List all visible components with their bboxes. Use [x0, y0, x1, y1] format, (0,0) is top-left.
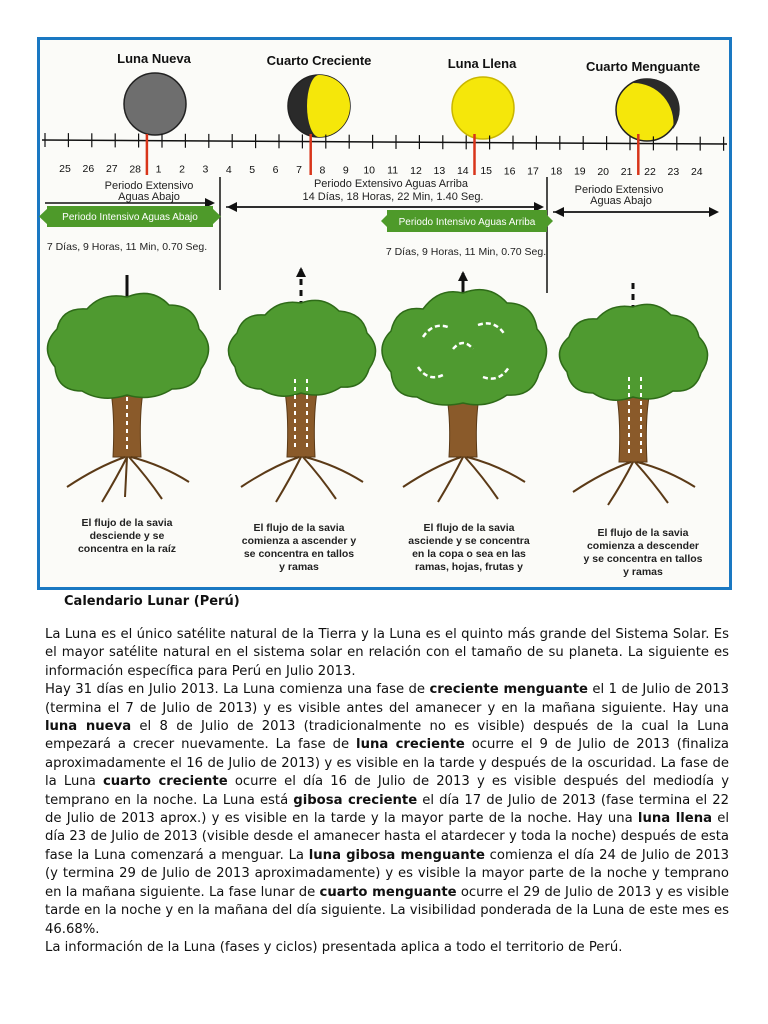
timeline-day-label: 22 — [644, 166, 656, 178]
timeline-day-label: 18 — [550, 165, 563, 178]
period-extensive-up-label: Periodo Extensivo Aguas Arriba — [313, 178, 469, 190]
phase-label-new-moon: Luna Nueva — [117, 51, 191, 66]
timeline-day-label: 19 — [573, 165, 586, 178]
tree-2-caption: El flujo de la savia — [253, 522, 345, 534]
timeline-day-label: 4 — [225, 163, 232, 176]
timeline-day-label: 27 — [105, 163, 118, 176]
period-extensive-down-label-2: Aguas Abajo — [590, 195, 652, 207]
figure-caption: Calendario Lunar (Perú) — [64, 594, 240, 609]
tree-1-caption: concentra en la raíz — [77, 543, 177, 555]
timeline-day-label: 20 — [597, 165, 610, 178]
tree-3-caption: asciende y se concentra — [408, 535, 530, 547]
tree-1-caption: desciende y se — [89, 530, 165, 542]
timeline-day-label: 16 — [503, 165, 516, 178]
article-body — [45, 626, 729, 957]
tree-4-caption: y se concentra en tallos — [583, 553, 703, 565]
tree-2-caption: se concentra en tallos — [243, 548, 355, 560]
new-moon-icon — [124, 73, 186, 135]
timeline-day-label: 23 — [667, 166, 680, 179]
last-quarter-moon-icon — [616, 79, 680, 141]
tree-2-caption: comienza a ascender y — [241, 535, 357, 547]
timeline-day-label: 7 — [296, 164, 302, 177]
intensive-down-bar — [39, 206, 221, 227]
timeline-day-label: 28 — [129, 163, 142, 176]
paragraph-scope: La información de la Luna (fases y ciclos) presentada aplica a todo el territorio de Perú. — [45, 939, 623, 955]
tree-1-caption: El flujo de la savia — [81, 517, 173, 529]
full-moon-icon — [452, 77, 514, 139]
phase-label-full-moon: Luna Llena — [447, 56, 517, 71]
timeline-day-label: 10 — [363, 164, 376, 177]
first-quarter-moon-icon — [288, 75, 350, 137]
timeline-day-label: 6 — [272, 164, 279, 177]
intensive-down-label: Periodo Intensivo Aguas Abajo — [62, 212, 198, 223]
tree-3-caption: en la copa o sea en las — [412, 548, 526, 560]
tree-4-caption: comienza a descender — [586, 540, 700, 552]
tree-3-caption: ramas, hojas, frutas y — [415, 561, 523, 573]
period-extensive-down-label: Periodo Extensivo — [104, 180, 194, 192]
intensive-down-duration: 7 Días, 9 Horas, 11 Min, 0.70 Seg. — [46, 241, 208, 253]
timeline-day-label: 14 — [456, 165, 469, 178]
timeline-day-label: 24 — [690, 166, 703, 179]
lunar-calendar-diagram — [37, 37, 732, 590]
timeline-day-label: 1 — [155, 163, 162, 176]
timeline-day-label: 11 — [387, 164, 399, 177]
phase-label-last-quarter: Cuarto Menguante — [585, 59, 701, 74]
phase-label-first-quarter: Cuarto Creciente — [266, 53, 372, 68]
period-extensive-down-label-2: Periodo Extensivo — [574, 184, 664, 196]
timeline-day-label: 5 — [249, 163, 256, 176]
timeline-day-label: 12 — [410, 164, 422, 177]
timeline-day-label: 17 — [527, 165, 539, 178]
timeline-day-label: 25 — [59, 163, 71, 175]
intensive-up-duration: 7 Días, 9 Horas, 11 Min, 0.70 Seg. — [385, 246, 547, 258]
paragraph-intro: La Luna es el único satélite natural de la Tierra y la Luna es el quinto más grande del Sistema Solar. Es el mayor satélite natural en el sistema solar en relación con el tamaño de su planeta. La siguiente es información específica para Perú en Julio 2013. — [45, 627, 729, 679]
period-extensive-up-duration: 14 Días, 18 Horas, 22 Min, 1.40 Seg. — [302, 191, 484, 203]
paragraph-july-2013: Hay 31 días en Julio 2013. La Luna comienza una fase de creciente menguante el 1 de Julio de 2013 (termina el 7 de Julio de 2013) y es visible antes del amanecer y en la mañana siguiente. Hay una luna nueva el 8 de Julio de 2013 (tradicionalmente no es visible) después de la cual la Luna empezará a crecer nuevamente. La fase de luna creciente ocurre el 9 de Julio de 2013 (finaliza aproximadamente el 16 de Julio de 2013) y es visible en la tarde y después de la oscuridad. La fase de la Luna cuarto creciente ocurre el día 16 de Julio de 2013 y es visible después del mediodía y temprano en la noche. La Luna está gibosa creciente el día 17 de Julio de 2013 (fase termina el 22 de Julio de 2013 aprox.) y es visible en la tarde y la mayor parte de la noche. Hay una luna llena el día 23 de Julio de 2013 (visible desde el amanecer hasta el atardecer y toda la noche) después de esta fase la Luna comenzará a menguar. La luna gibosa menguante comienza el día 24 de Julio de 2013 (y termina 29 de Julio de 2013 aproximadamente) y es visible la mayor parte de la noche y temprano en la mañana siguiente. La fase lunar de cuarto menguante ocurre el 29 de Julio de 2013 y es visible tarde en la noche y en la mañana del día siguiente. La visibilidad ponderada de la Luna de este mes es 46.68%. — [45, 682, 730, 937]
timeline-day-label: 26 — [82, 163, 95, 176]
timeline-day-label: 21 — [620, 165, 633, 178]
timeline-day-label: 15 — [480, 165, 493, 178]
timeline-day-label: 8 — [319, 164, 326, 177]
intensive-up-label: Periodo Intensivo Aguas Arriba — [398, 217, 536, 228]
timeline-day-label: 3 — [202, 163, 209, 176]
timeline-day-label: 13 — [433, 164, 446, 177]
period-extensive-down-label: Aguas Abajo — [118, 191, 180, 203]
timeline-day-label: 2 — [179, 163, 185, 176]
tree-3-caption: El flujo de la savia — [423, 522, 515, 534]
intensive-up-bar — [381, 210, 553, 232]
tree-4-caption: y ramas — [623, 566, 663, 578]
tree-4-caption: El flujo de la savia — [597, 527, 689, 539]
timeline-day-label: 9 — [342, 164, 349, 177]
tree-2-caption: y ramas — [279, 561, 319, 573]
